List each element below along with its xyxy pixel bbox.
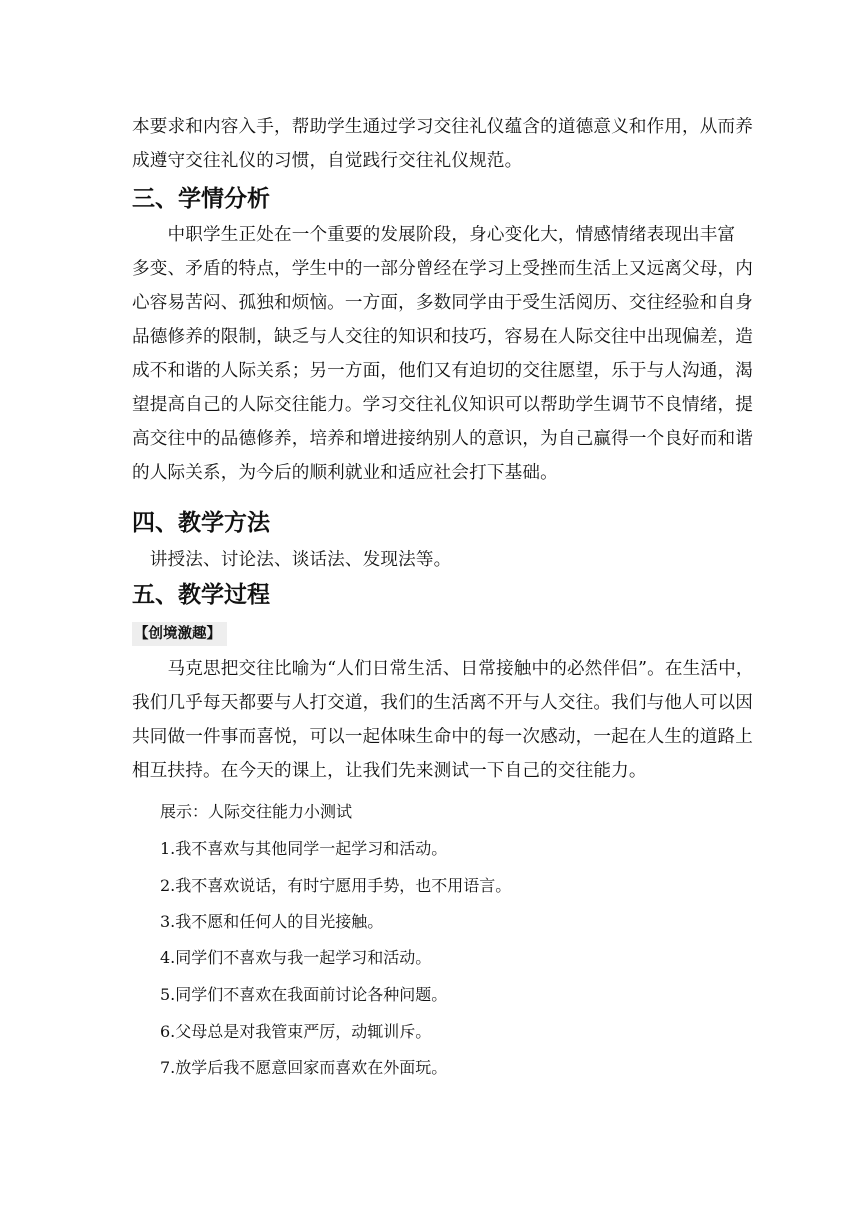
paragraph-line: 高交往中的品德修养，培养和增进接纳别人的意识，为自己赢得一个良好而和谐 <box>132 429 754 449</box>
section-3-paragraph <box>132 218 753 490</box>
paragraph-line: 心容易苦闷、孤独和烦恼。一方面，多数同学由于受生活阅历、交往经验和自身 <box>132 293 754 313</box>
test-item: 4.同学们不喜欢与我一起学习和活动。 <box>160 948 432 967</box>
test-title: 展示：人际交往能力小测试 <box>160 802 353 821</box>
test-item: 3.我不愿和任何人的目光接触。 <box>160 912 384 931</box>
intro-line: 本要求和内容入手，帮助学生通过学习交往礼仪蕴含的道德意义和作用，从而养 <box>132 117 754 137</box>
section-4-heading: 四、教学方法 <box>132 510 270 536</box>
paragraph-line: 成不和谐的人际关系；另一方面，他们又有迫切的交往愿望，乐于与人沟通，渴 <box>132 361 754 381</box>
paragraph-line: 的人际关系，为今后的顺利就业和适应社会打下基础。 <box>132 463 558 483</box>
test-item: 7.放学后我不愿意回家而喜欢在外面玩。 <box>160 1058 448 1077</box>
section-3-heading: 三、学情分析 <box>132 186 270 212</box>
paragraph-line: 品德修养的限制，缺乏与人交往的知识和技巧，容易在人际交往中出现偏差，造 <box>132 327 754 347</box>
section-5-heading: 五、教学过程 <box>132 582 270 608</box>
test-item: 2.我不喜欢说话，有时宁愿用手势，也不用语言。 <box>160 876 512 895</box>
section-5-paragraph <box>132 652 754 788</box>
test-item: 6.父母总是对我管束严厉，动辄训斥。 <box>160 1022 432 1041</box>
paragraph-line: 中职学生正处在一个重要的发展阶段，身心变化大，情感情绪表现出丰富 <box>132 225 736 245</box>
paragraph-line: 多变、矛盾的特点，学生中的一部分曾经在学习上受挫而生活上又远离父母，内 <box>132 259 754 279</box>
section-4-paragraph <box>132 543 451 577</box>
paragraph-line: 讲授法、讨论法、谈话法、发现法等。 <box>132 550 452 570</box>
paragraph-line: 相互扶持。在今天的课上，让我们先来测试一下自己的交往能力。 <box>132 761 647 781</box>
paragraph-line: 我们几乎每天都要与人打交道，我们的生活离不开与人交往。我们与他人可以因 <box>132 693 754 713</box>
paragraph-line: 望提高自己的人际交往能力。学习交往礼仪知识可以帮助学生调节不良情绪，提 <box>132 395 754 415</box>
test-item: 5.同学们不喜欢在我面前讨论各种问题。 <box>160 985 448 1004</box>
creative-context-tag: 【创境激趣】 <box>132 622 227 646</box>
intro-line: 成遵守交往礼仪的习惯，自觉践行交往礼仪规范。 <box>132 151 523 171</box>
intro-paragraph <box>132 110 753 178</box>
paragraph-line: 马克思把交往比喻为“人们日常生活、日常接触中的必然伴侣”。在生活中， <box>132 659 754 679</box>
test-item: 1.我不喜欢与其他同学一起学习和活动。 <box>160 839 448 858</box>
paragraph-line: 共同做一件事而喜悦，可以一起体味生命中的每一次感动，一起在人生的道路上 <box>132 727 754 747</box>
